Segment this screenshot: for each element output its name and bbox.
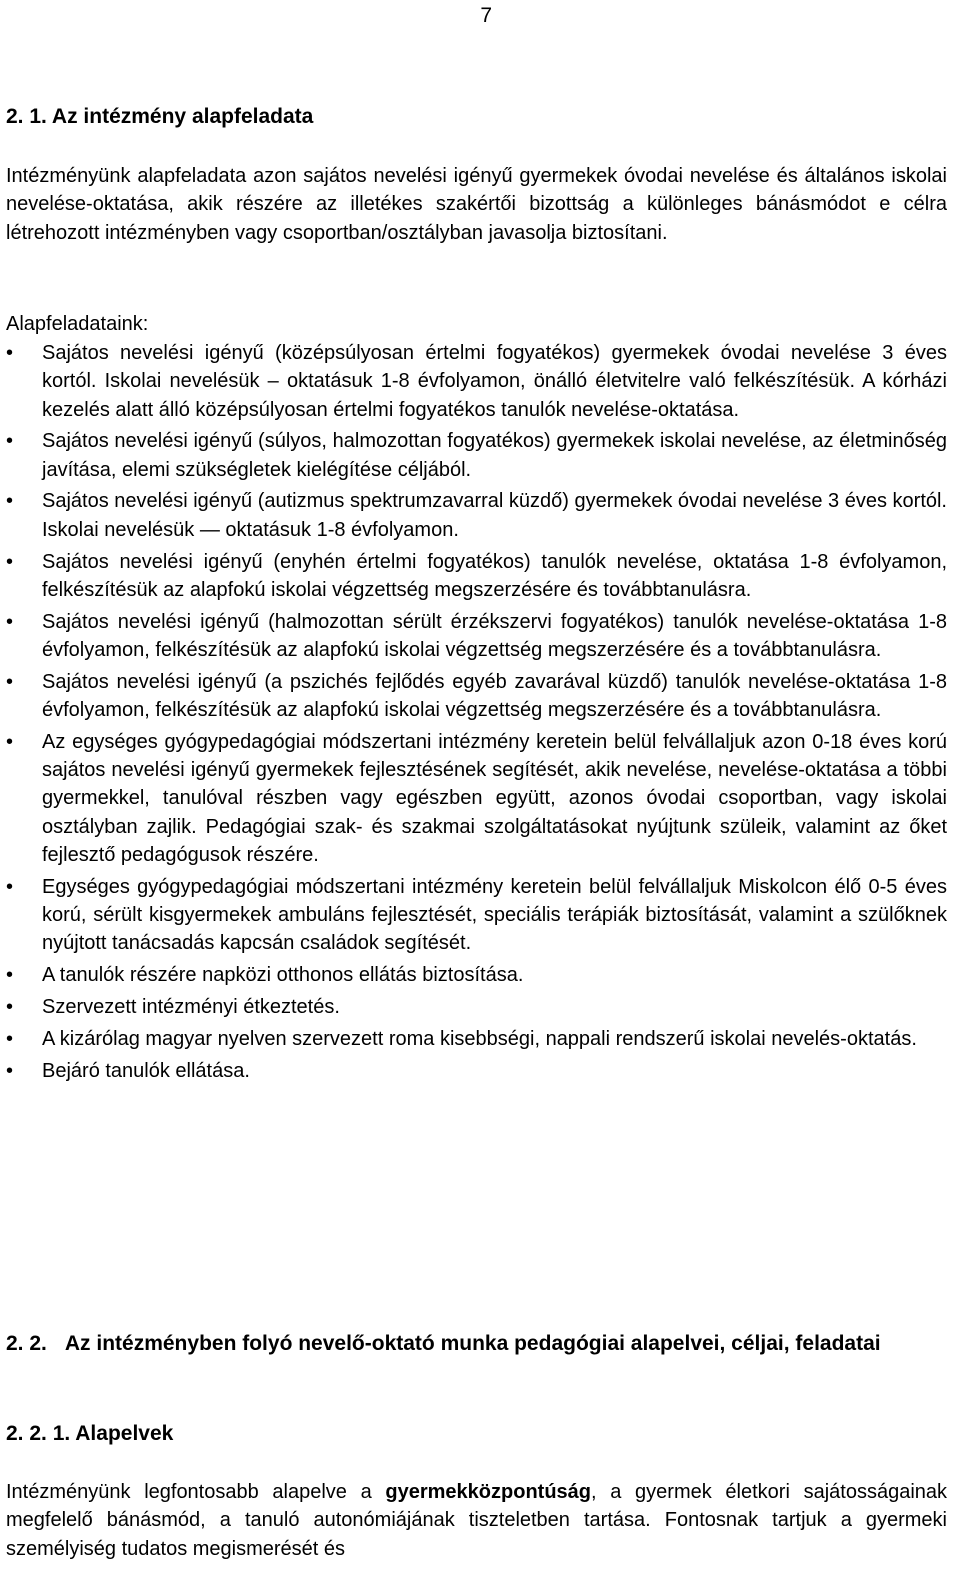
list-item [6,487,947,544]
section-heading-alapfeladat: 2. 1. Az intézmény alapfeladata [6,105,314,128]
list-item-text: Bejáró tanulók ellátása. [42,1059,250,1082]
bullet-icon: • [6,610,14,633]
bullet-icon: • [6,1059,14,1082]
bullet-icon: • [6,730,14,753]
bullet-icon: • [6,670,14,693]
section-number: 2. 2. [6,1332,47,1355]
list-item-text: A tanulók részére napközi otthonos ellátás biztosítása. [42,964,524,987]
bullet-icon: • [6,875,14,898]
principles-emphasis: gyermekközpontúság [385,1481,592,1503]
list-item [6,873,947,958]
list-item [6,728,947,869]
list-item-text: Az egységes gyógypedagógiai módszertani intézmény keretein belül felvállaljuk azon 0-18 éves korú sajátos nevelési igényű gyermekek fejlesztésének segítését, akik nevelése, nevelése-oktatása a többi gyermekkel, tanulóval részben vagy egészben együtt, azonos óvodai csoportban, vagy iskolai osztályban zajlik. Pedagógiai szak- és szakmai szolgáltatásokat nyújtunk szüleik, valamint az őket fejlesztő pedagógusok részére. [42,730,947,867]
tasks-label: Alapfeladataink: [6,313,149,335]
list-item [6,1025,947,1053]
section-heading-alapelvek: 2. 2. 1. Alapelvek [6,1422,174,1445]
list-item [6,427,947,484]
principles-text-before: Intézményünk legfontosabb alapelve a [6,1481,386,1503]
bullet-icon: • [6,342,14,364]
principles-text-after: , a gyermek életkori sajátosságainak megfelelő bánásmód, a tanuló autonómiájának tiszteletben tartása. Fontosnak tartjuk a gyermeki személyiség tudatos megismerését és [6,1481,948,1560]
bullet-icon: • [6,430,14,453]
list-item-text: Egységes gyógypedagógiai módszertani intézmény keretein belül felvállaljuk Miskolcon élő 0-5 éves korú, sérült kisgyermekek ambuláns fejlesztését, speciális terápiák biztosítását, valamint a szülőknek nyújtott tanácsadás kapcsán családok segítését. [42,875,947,955]
list-item [6,993,947,1021]
list-item-text: Sajátos nevelési igényű (halmozottan sérült érzékszervi fogyatékos) tanulók nevelése-oktatása 1-8 évfolyamon, felkészítésük az alapfokú iskolai végzettség megszerzésére és a továbbtanulásra. [42,610,947,661]
bullet-icon: • [6,964,14,987]
tasks-list [6,339,947,1088]
intro-paragraph: Intézményünk alapfeladata azon sajátos nevelési igényű gyermekek óvodai nevelése és általános iskolai nevelése-oktatása, akik részére az illetékes szakértői bizottság a különleges bánásmódot e célra létrehozott intézményben vagy csoportban/osztályban javasolja biztosítani. [6,165,947,244]
bullet-icon: • [6,1027,14,1050]
list-item-text: Sajátos nevelési igényű (autizmus spektrumzavarral küzdő) gyermekek óvodai nevelése 3 éves kortól. Iskolai nevelésük — oktatásuk 1-8 évfolyamon. [42,490,947,541]
list-item [6,548,947,605]
list-item-text: A kizárólag magyar nyelven szervezett roma kisebbségi, nappali rendszerű iskolai nevelés-oktatás. [42,1027,917,1050]
bullet-icon: • [6,996,14,1019]
section-title: Az intézményben folyó nevelő-oktató munka pedagógiai alapelvei, céljai, feladatai [64,1332,881,1355]
list-item-text: Sajátos nevelési igényű (súlyos, halmozottan fogyatékos) gyermekek iskolai nevelése, az életminőség javítása, elemi szükségletek kielégítése céljából. [42,430,947,481]
list-item [6,339,947,424]
section-heading-alapelvei [6,1330,947,1358]
list-item [6,1057,947,1085]
list-item [6,961,947,989]
principles-paragraph [6,1478,947,1563]
list-item-text: Szervezett intézményi étkeztetés. [42,996,340,1019]
list-item-text: Sajátos nevelési igényű (enyhén értelmi fogyatékos) tanulók nevelése, oktatása 1-8 évfolyamon, felkészítésük az alapfokú iskolai végzettség megszerzésére és továbbtanulásra. [42,550,947,601]
list-item-text: Sajátos nevelési igényű (középsúlyosan értelmi fogyatékos) gyermekek óvodai nevelése 3 éves kortól. Iskolai nevelésük – oktatásuk 1-8 évfolyamon, önálló életvitelre való felkészítésük. A kórházi kezelés alatt álló középsúlyosan értelmi fogyatékos tanulók nevelése-oktatása. [42,342,947,421]
list-item [6,668,947,725]
list-item-text: Sajátos nevelési igényű (a pszichés fejlődés egyéb zavarával küzdő) tanulók nevelése-oktatása 1-8 évfolyamon, felkészítésük az alapfokú iskolai végzettség megszerzésére és a továbbtanulásra. [42,670,947,722]
bullet-icon: • [6,550,14,573]
page-number: 7 [480,4,492,27]
bullet-icon: • [6,490,14,513]
list-item [6,608,947,665]
